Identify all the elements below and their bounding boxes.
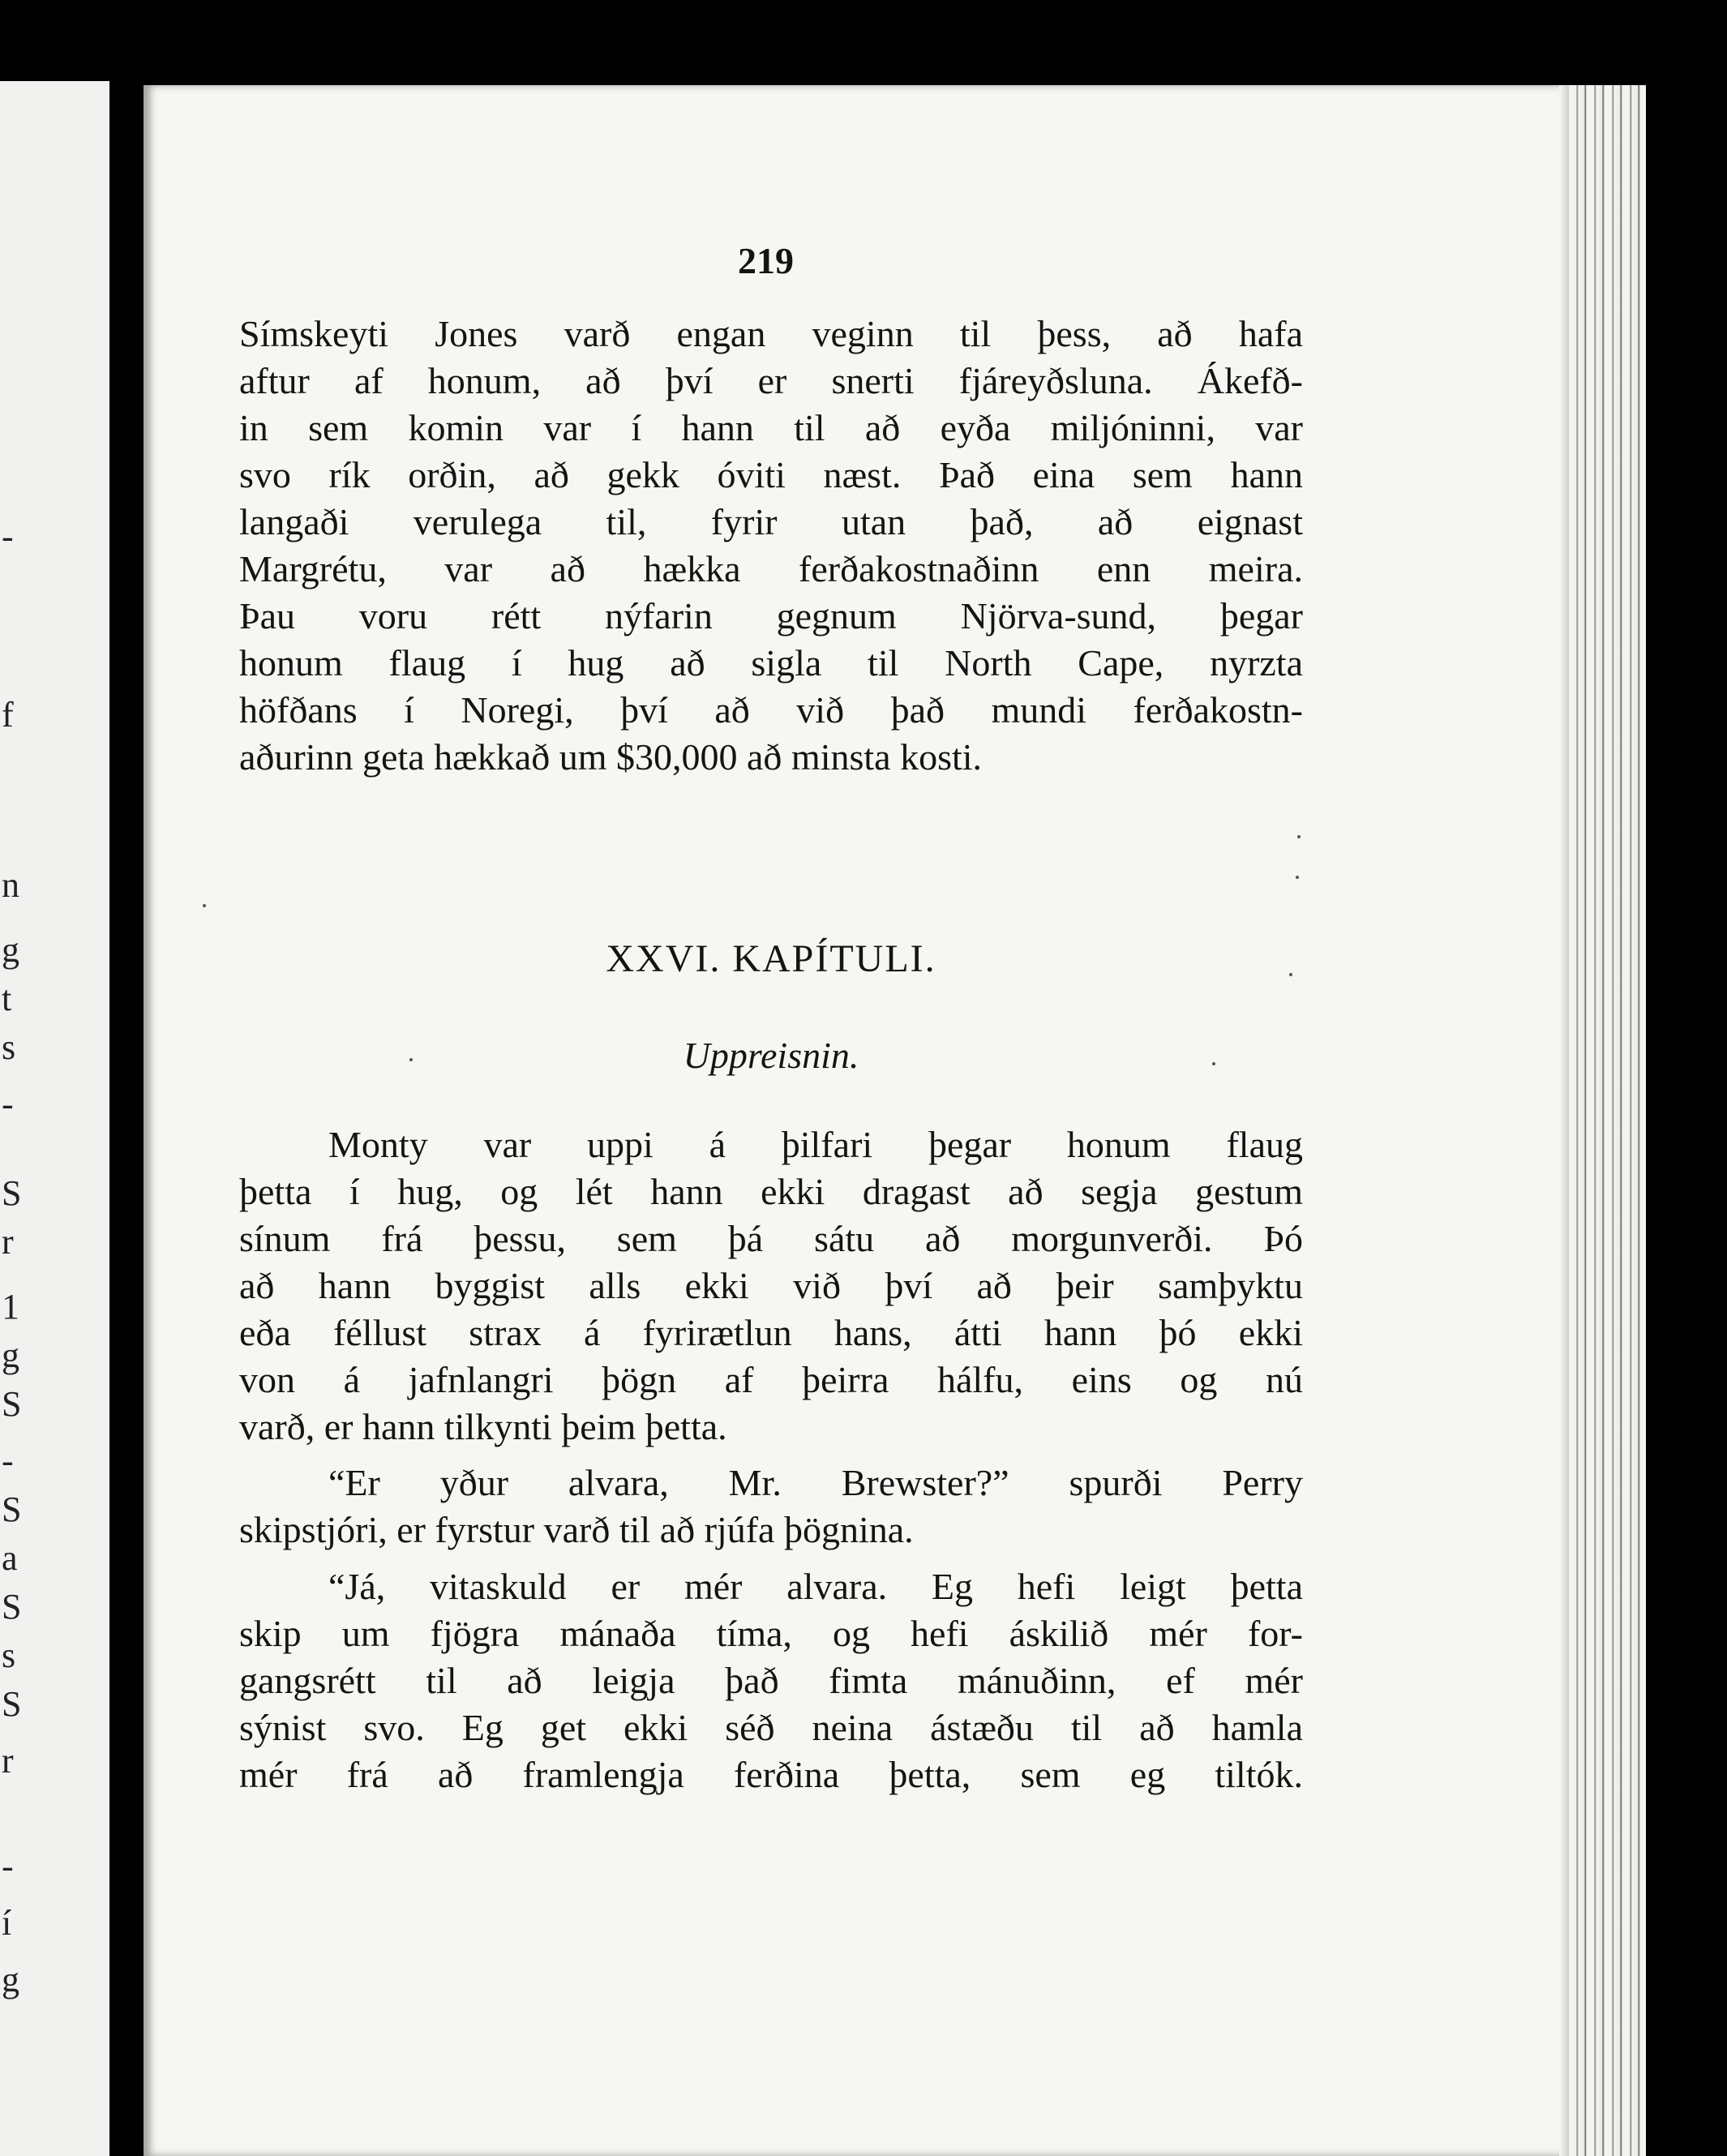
edge-char: S bbox=[2, 1489, 22, 1529]
text-line: Þau voru rétt nýfarin gegnum Njörva-sund, þegar bbox=[239, 595, 1303, 637]
text-line: sínum frá þessu, sem þá sátu að morgunverði. Þó bbox=[239, 1218, 1303, 1259]
edge-char: r bbox=[2, 1222, 14, 1262]
edge-char: - bbox=[2, 1441, 14, 1481]
page-fore-edge bbox=[1569, 85, 1646, 2156]
edge-char: n bbox=[2, 865, 19, 905]
text-line: Símskeyti Jones varð engan veginn til þess, að hafa bbox=[239, 313, 1303, 354]
scan-speck bbox=[1289, 973, 1292, 976]
scan-speck bbox=[1212, 1062, 1215, 1065]
text-line: Margrétu, var að hækka ferðakostnaðinn enn meira. bbox=[239, 548, 1303, 589]
text-line: svo rík orðin, að gekk óviti næst. Það eina sem hann bbox=[239, 454, 1303, 495]
text-line: skipstjóri, er fyrstur varð til að rjúfa þögnina. bbox=[239, 1509, 914, 1550]
edge-char: - bbox=[2, 1084, 14, 1124]
text-line: þetta í hug, og lét hann ekki dragast að segja gestum bbox=[239, 1171, 1303, 1212]
text-line: eða féllust strax á fyrirætlun hans, átti hann þó ekki bbox=[239, 1312, 1303, 1353]
page-number: 219 bbox=[738, 240, 794, 281]
edge-char: - bbox=[2, 516, 14, 556]
text-line: in sem komin var í hann til að eyða miljóninni, var bbox=[239, 407, 1303, 448]
text-line: aftur af honum, að því er snerti fjáreyðsluna. Ákefð- bbox=[239, 360, 1303, 401]
scan-speck bbox=[409, 1058, 413, 1061]
fore-edge-shadow bbox=[1559, 85, 1569, 2156]
scan-speck bbox=[1297, 835, 1301, 838]
edge-char: g bbox=[2, 1960, 19, 2000]
text-line: að hann byggist alls ekki við því að þeir samþyktu bbox=[239, 1265, 1303, 1306]
edge-char: a bbox=[2, 1538, 18, 1578]
chapter-title: XXVI. KAPÍTULI. bbox=[606, 937, 936, 980]
text-line: “Já, vitaskuld er mér alvara. Eg hefi leigt þetta bbox=[328, 1566, 1303, 1607]
text-line: skip um fjögra mánaða tíma, og hefi áskilið mér for- bbox=[239, 1613, 1303, 1654]
text-line: gangsrétt til að leigja það fimta mánuðinn, ef mér bbox=[239, 1660, 1303, 1701]
edge-char: S bbox=[2, 1684, 22, 1724]
edge-char: s bbox=[2, 1635, 16, 1675]
scan-speck bbox=[203, 904, 206, 907]
left-facing-page bbox=[0, 81, 109, 2156]
text-line: aðurinn geta hækkað um $30,000 að minsta kosti. bbox=[239, 736, 983, 778]
edge-char: í bbox=[2, 1903, 12, 1943]
edge-char: t bbox=[2, 979, 12, 1018]
text-line: sýnist svo. Eg get ekki séð neina ástæðu til að hamla bbox=[239, 1707, 1303, 1748]
text-line: von á jafnlangri þögn af þeirra hálfu, eins og nú bbox=[239, 1359, 1303, 1400]
scan-speck bbox=[1296, 876, 1299, 879]
edge-char: g bbox=[2, 1335, 19, 1375]
edge-char: S bbox=[2, 1587, 22, 1627]
edge-char: - bbox=[2, 1846, 14, 1886]
edge-char: S bbox=[2, 1173, 22, 1213]
edge-char: g bbox=[2, 930, 19, 970]
edge-char: s bbox=[2, 1027, 16, 1067]
book-spine bbox=[109, 0, 144, 2156]
text-line: langaði verulega til, fyrir utan það, að eignast bbox=[239, 501, 1303, 542]
chapter-subtitle: Uppreisnin. bbox=[683, 1035, 859, 1076]
edge-char: r bbox=[2, 1741, 14, 1781]
left-page-edge-letters bbox=[0, 81, 24, 2156]
text-line: varð, er hann tilkynti þeim þetta. bbox=[239, 1406, 727, 1447]
edge-char: S bbox=[2, 1384, 22, 1424]
text-line: “Er yður alvara, Mr. Brewster?” spurði Perry bbox=[328, 1462, 1303, 1503]
text-line: höfðans í Noregi, því að við það mundi ferðakostn- bbox=[239, 689, 1303, 731]
edge-char: f bbox=[2, 695, 14, 735]
edge-char: 1 bbox=[2, 1287, 19, 1327]
text-line: Monty var uppi á þilfari þegar honum flaug bbox=[328, 1124, 1303, 1165]
text-line: mér frá að framlengja ferðina þetta, sem eg tiltók. bbox=[239, 1754, 1303, 1795]
text-line: honum flaug í hug að sigla til North Cape, nyrzta bbox=[239, 642, 1303, 684]
